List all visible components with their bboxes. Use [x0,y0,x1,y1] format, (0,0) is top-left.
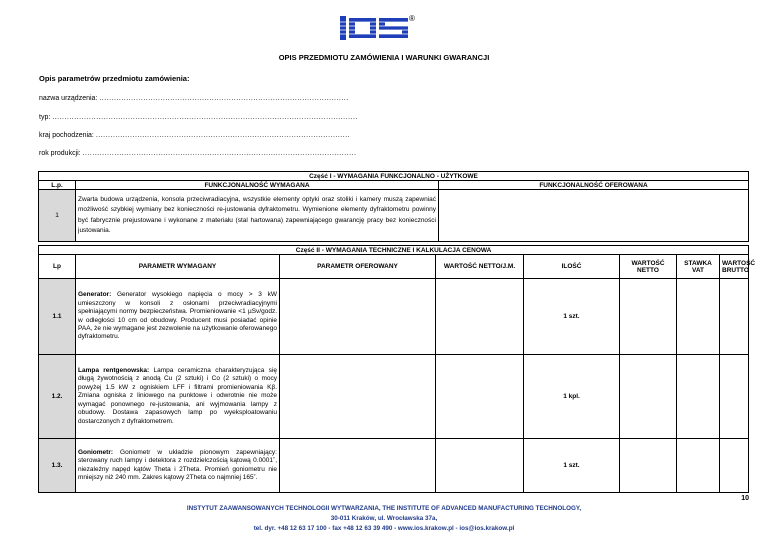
part1-table [38,171,749,242]
registered-mark: ® [409,14,415,23]
field-device-name: nazwa urządzenia: ...................................................................................................... [39,95,349,102]
row-qty: 1 szt. [524,279,620,355]
col-gross: WARTOŚĆ BRUTTO [720,255,749,279]
part1-title: Część I - WYMAGANIA FUNKCJONALNO - UŻYTKOWE [39,172,749,181]
row-net-value-cell[interactable] [620,355,677,439]
row-lp: 1.3. [39,439,76,493]
row-net-value-cell[interactable] [620,439,677,493]
part1-col-required: FUNKCJONALNOŚĆ WYMAGANA [76,181,439,190]
ios-logo [340,16,410,40]
row-offered-cell[interactable] [280,355,436,439]
table-row [39,439,749,493]
row-net-unit-cell[interactable] [436,439,524,493]
row-qty: 1 kpl. [524,355,620,439]
row-qty: 1 szt. [524,439,620,493]
row-net-unit-cell[interactable] [436,279,524,355]
row-net-unit-cell[interactable] [436,355,524,439]
footer-line-3: tel. dyr. +48 12 63 17 100 - fax +48 12 63 39 490 - www.ios.krakow.pl - ios@ios.krakow.pl [253,525,515,532]
row-offered-cell[interactable] [280,279,436,355]
row-requirement: Goniometr: Goniometr w układzie pionowym zapewniający: sterowany ruch lampy i detektora z rozdzielczością kątową 0.0001˚, niezależny napęd kątów Theta i 2Theta. Promień goniometru nie mniejszy niż 240 mm. Zakres kątowy 2Theta co najmniej 165˚. [76,439,280,493]
field-country: kraj pochodzenia: ........................................................................................................ [39,132,351,139]
row-lp: 1.1 [39,279,76,355]
row-vat-cell[interactable] [677,355,720,439]
table-row [39,355,749,439]
row-requirement: Generator: Generator wysokiego napięcia o mocy > 3 kW umieszczony w konsoli z osłonami przeciwradiacyjnymi spełniającymi normy bezpieczeństwa. Promieniowanie <1 µSv/godz. w odległości 10 cm od obudowy. Producent musi posiadać opinie PAA, że nie wymagane jest zezwolenie na użytkowanie oferowanego dyfraktometru. [76,279,280,355]
footer-line-2: 30-011 Kraków, ul. Wrocławska 37a, [330,515,438,522]
col-qty: ILOŚĆ [524,255,620,279]
table-row [39,279,749,355]
row-gross-cell[interactable] [720,439,749,493]
part1-col-lp: L.p. [39,181,76,190]
row-net-value-cell[interactable] [620,279,677,355]
row-lp: 1.2. [39,355,76,439]
field-year: rok produkcji: ................................................................................................................ [39,150,357,157]
section-heading: Opis parametrów przedmiotu zamówienia: [39,74,190,83]
part1-row-text: Zwarta budowa urządzenia, konsola przeciwradiacyjna, wszystkie elementy optyki oraz stoliki i kamery muszą zapewniać możliwość szybkiej wymiany bez konieczności re-justowania dyfraktometru. Wymienione elementy dyfraktometru powinny być fabrycznie prejustowane i wykonane z materiału (stal hartowana) zapewniającego gwarancję pracy bez konieczności justowania. [76,190,439,242]
row-vat-cell[interactable] [677,439,720,493]
page-number: 10 [741,495,749,502]
footer-line-1: INSTYTUT ZAAWANSOWANYCH TECHNOLOGII WYTWARZANIA, THE INSTITUTE OF ADVANCED MANUFACTURING TECHNOLOGY, [186,505,582,512]
row-vat-cell[interactable] [677,279,720,355]
row-requirement: Lampa rentgenowska: Lampa ceramiczna charakteryzująca się długą żywotnością z anodą Cu (2 sztuki) i Co (2 sztuki) o mocy powyżej 1.5 kW z ogniskiem LFF i filtrami promieniowania Kβ. Zmiana ogniska z liniowego na punktowe i odwrotnie nie może wymagać ponownego re-justowania, ani wyjmowania lampy z obudowy. Dostawa zapasowych lamp po wyeksploatowaniu dostarczonych z dyfraktometrem. [76,355,280,439]
document-title: OPIS PRZEDMIOTU ZAMÓWIENIA I WARUNKI GWARANCJI [278,53,490,62]
part2-title: Część II - WYMAGANIA TECHNICZNE I KALKULACJA CENOWA [39,246,749,255]
col-net-unit: WARTOŚĆ NETTO/J.M. [436,255,524,279]
col-param-required: PARAMETR WYMAGANY [76,255,280,279]
col-vat: STAWKA VAT [677,255,720,279]
row-gross-cell[interactable] [720,355,749,439]
col-lp: Lp [39,255,76,279]
part2-table [38,245,756,493]
row-gross-cell[interactable] [720,279,749,355]
part1-row-lp: 1 [39,190,76,242]
col-param-offered: PARAMETR OFEROWANY [280,255,436,279]
row-offered-cell[interactable] [280,439,436,493]
part1-col-offered: FUNKCJONALNOŚĆ OFEROWANA [439,181,749,190]
part1-row-offered[interactable] [439,190,749,242]
col-net-value: WARTOŚĆ NETTO [620,255,677,279]
field-type: typ: ............................................................................................................................. [39,114,358,121]
